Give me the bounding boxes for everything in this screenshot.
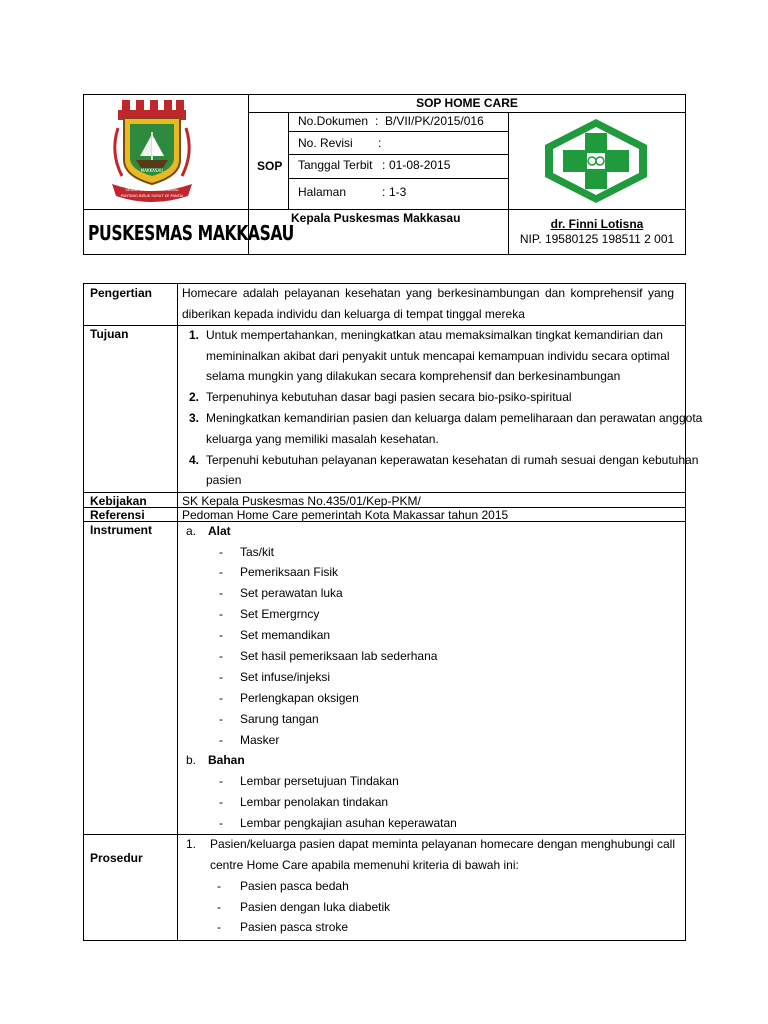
alat-dash: - xyxy=(219,545,223,559)
row-label-pengertian: Pengertian xyxy=(90,286,153,300)
row-label-prosedur: Prosedur xyxy=(90,851,143,865)
alat-dash: - xyxy=(219,691,223,705)
bahan-dash: - xyxy=(219,795,223,809)
signer-name: dr. Finni Lotisna xyxy=(550,217,644,231)
alat-item: Set perawatan luka xyxy=(240,586,343,600)
bahan-item: Lembar persetujuan Tindakan xyxy=(240,774,399,788)
kebijakan-text: SK Kepala Puskesmas No.435/01/Kep-PKM/ xyxy=(182,494,421,508)
alat-dash: - xyxy=(219,586,223,600)
sop-label: SOP xyxy=(257,159,283,173)
alat-letter: a. xyxy=(186,524,197,538)
alat-dash: - xyxy=(219,607,223,621)
alat-item: Sarung tangan xyxy=(240,712,319,726)
tujuan-item-line: memininalkan akibat dari penyakit untuk mencapai kemampuan individu secara optimal xyxy=(206,349,670,363)
alat-item: Pemeriksaan Fisik xyxy=(240,565,339,579)
criteria-dash: - xyxy=(217,879,221,893)
tujuan-item-num: 1. xyxy=(189,328,200,342)
crest-label: MAKKASAU xyxy=(140,168,164,173)
alat-title: Alat xyxy=(208,524,231,538)
city-crest-logo xyxy=(108,98,196,206)
row-label-referensi: Referensi xyxy=(90,508,145,522)
tujuan-item-line: keluarga yang memiliki masalah kesehatan. xyxy=(206,432,439,446)
tujuan-item-num: 2. xyxy=(189,390,200,404)
bahan-item: Lembar pengkajian asuhan keperawatan xyxy=(240,816,457,830)
doc-title: SOP HOME CARE xyxy=(416,96,518,110)
field-tanggal-sep: : xyxy=(382,158,386,172)
alat-item: Set hasil pemeriksaan lab sederhana xyxy=(240,649,438,663)
crest-motto-2: PANTANG BIDUK SURUT KE PANTAI xyxy=(120,194,184,198)
tujuan-item-num: 4. xyxy=(189,453,200,467)
field-no-revisi-label: No. Revisi xyxy=(298,136,353,150)
tujuan-item-line: Terpenuhi kebutuhan pelayanan keperawatan kesehatan di rumah sesuai dengan kebutuhan xyxy=(206,453,699,467)
alat-dash: - xyxy=(219,628,223,642)
row-label-instrument: Instrument xyxy=(90,523,153,537)
row-label-tujuan: Tujuan xyxy=(90,327,129,341)
tujuan-item-line: selama mungkin yang dilakukan secara komprehensif dan berkesinambungan xyxy=(206,369,621,383)
criteria-dash: - xyxy=(217,900,221,914)
prosedur-step-line-1: Pasien/keluarga pasien dapat meminta pelayanan homecare dengan menghubungi call xyxy=(210,837,675,851)
bahan-letter: b. xyxy=(186,753,197,767)
alat-dash: - xyxy=(219,670,223,684)
criteria-dash: - xyxy=(217,920,221,934)
pengertian-line-1: Homecare adalah pelayanan kesehatan yang berkesinambungan dan komprehensif yang xyxy=(182,286,674,300)
signer-title: Kepala Puskesmas Makkasau xyxy=(291,211,461,225)
puskesmas-logo xyxy=(541,117,651,205)
field-halaman-value: 1-3 xyxy=(389,185,407,199)
tujuan-item-num: 3. xyxy=(189,411,200,425)
tujuan-item-line: Terpenuhinya kebutuhan dasar bagi pasien secara bio-psiko-spiritual xyxy=(206,390,572,404)
tujuan-item-line: pasien xyxy=(206,473,242,487)
alat-item: Masker xyxy=(240,733,280,747)
bahan-title: Bahan xyxy=(208,753,245,767)
alat-item: Tas/kit xyxy=(240,545,275,559)
prosedur-step-num: 1. xyxy=(186,837,197,851)
signer-nip: NIP. 19580125 198511 2 001 xyxy=(519,232,675,246)
field-tanggal-label: Tanggal Terbit xyxy=(298,158,373,172)
criteria-item: Pasien pasca stroke xyxy=(240,920,349,934)
bahan-item: Lembar penolakan tindakan xyxy=(240,795,389,809)
alat-item: Set Emergrncy xyxy=(240,607,320,621)
tujuan-item-line: Untuk mempertahankan, meningkatkan atau memaksimalkan tingkat kemandirian dan xyxy=(206,328,663,342)
alat-dash: - xyxy=(219,565,223,579)
criteria-item: Pasien dengan luka diabetik xyxy=(240,900,391,914)
alat-item: Set memandikan xyxy=(240,628,331,642)
pengertian-line-2: diberikan kepada individu dan keluarga di tempat tinggal mereka xyxy=(182,307,525,321)
alat-dash: - xyxy=(219,733,223,747)
criteria-item: Pasien pasca bedah xyxy=(240,879,349,893)
field-no-dokumen-sep: : xyxy=(375,114,379,128)
alat-dash: - xyxy=(219,712,223,726)
field-tanggal-value: 01-08-2015 xyxy=(389,158,451,172)
field-halaman-sep: : xyxy=(382,185,386,199)
alat-item: Set infuse/injeksi xyxy=(240,670,331,684)
field-no-revisi-sep: : xyxy=(378,136,382,150)
row-label-kebijakan: Kebijakan xyxy=(90,494,147,508)
prosedur-step-line-2: centre Home Care apabila memenuhi kriteria di bawah ini: xyxy=(210,858,519,872)
tujuan-item-line: Meningkatkan kemandirian pasien dan keluarga dalam pemeliharaan dan perawatan anggota xyxy=(206,411,703,425)
alat-item: Perlengkapan oksigen xyxy=(240,691,359,705)
alat-dash: - xyxy=(219,649,223,663)
organization-name: PUSKESMAS MAKKASAU xyxy=(88,221,294,245)
field-halaman-label: Halaman xyxy=(298,185,347,199)
field-no-dokumen-value: B/VII/PK/2015/016 xyxy=(385,114,484,128)
bahan-dash: - xyxy=(219,816,223,830)
referensi-text: Pedoman Home Care pemerintah Kota Makassar tahun 2015 xyxy=(182,508,509,522)
field-no-dokumen-label: No.Dokumen xyxy=(298,114,369,128)
bahan-dash: - xyxy=(219,774,223,788)
crest-motto-1: SEWALI LAKUN TERKEMBANG xyxy=(125,188,179,192)
